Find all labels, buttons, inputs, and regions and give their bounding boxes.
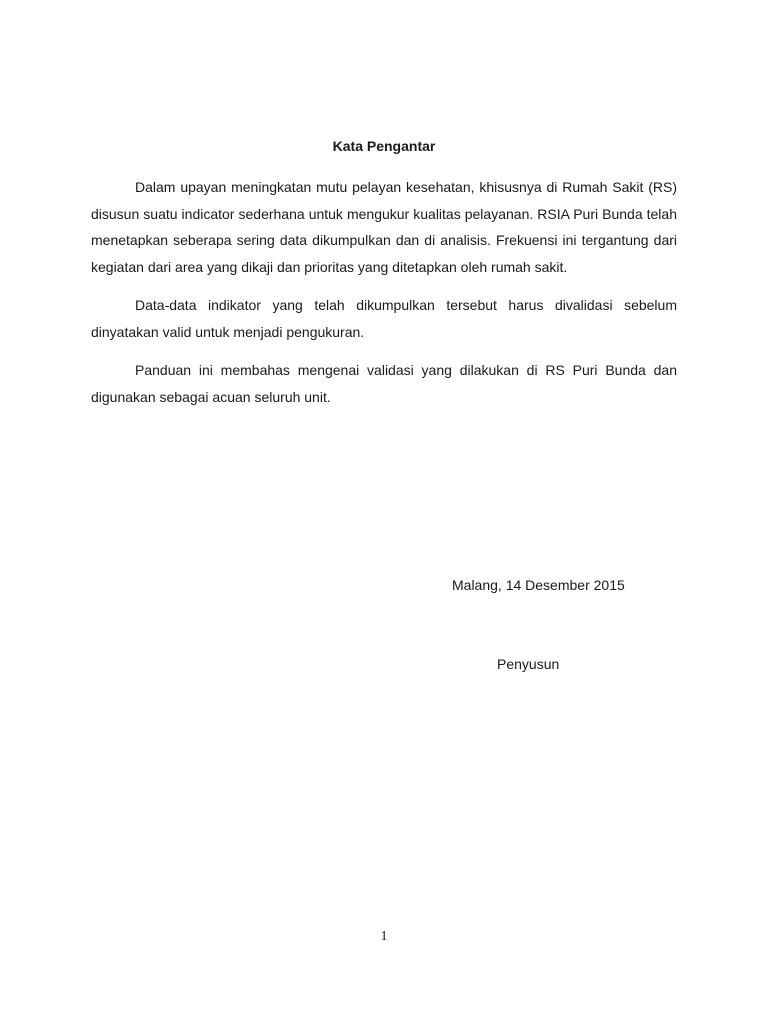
paragraph-intro: Dalam upayan meningkatan mutu pelayan kesehatan, khisusnya di Rumah Sakit (RS) disusun suatu indicator sederhana untuk mengukur kualitas pelayanan. RSIA Puri Bunda telah menetapkan seberapa sering data dikumpulkan dan di analisis. Frekuensi ini tergantung dari kegiatan dari area yang dikaji dan prioritas yang ditetapkan oleh rumah sakit. bbox=[91, 179, 677, 275]
document-title: Kata Pengantar bbox=[332, 138, 436, 154]
place-date: Malang, 14 Desember 2015 bbox=[452, 577, 625, 593]
paragraph-validation: Data-data indikator yang telah dikumpulkan tersebut harus divalidasi sebelum dinyatakan valid untuk menjadi pengukuran. bbox=[91, 297, 677, 340]
document-body bbox=[91, 174, 677, 422]
author-label: Penyusun bbox=[497, 656, 560, 672]
paragraph-guide: Panduan ini membahas mengenai validasi yang dilakukan di RS Puri Bunda dan digunakan sebagai acuan seluruh unit. bbox=[91, 362, 677, 405]
page-number: 1 bbox=[380, 929, 388, 944]
